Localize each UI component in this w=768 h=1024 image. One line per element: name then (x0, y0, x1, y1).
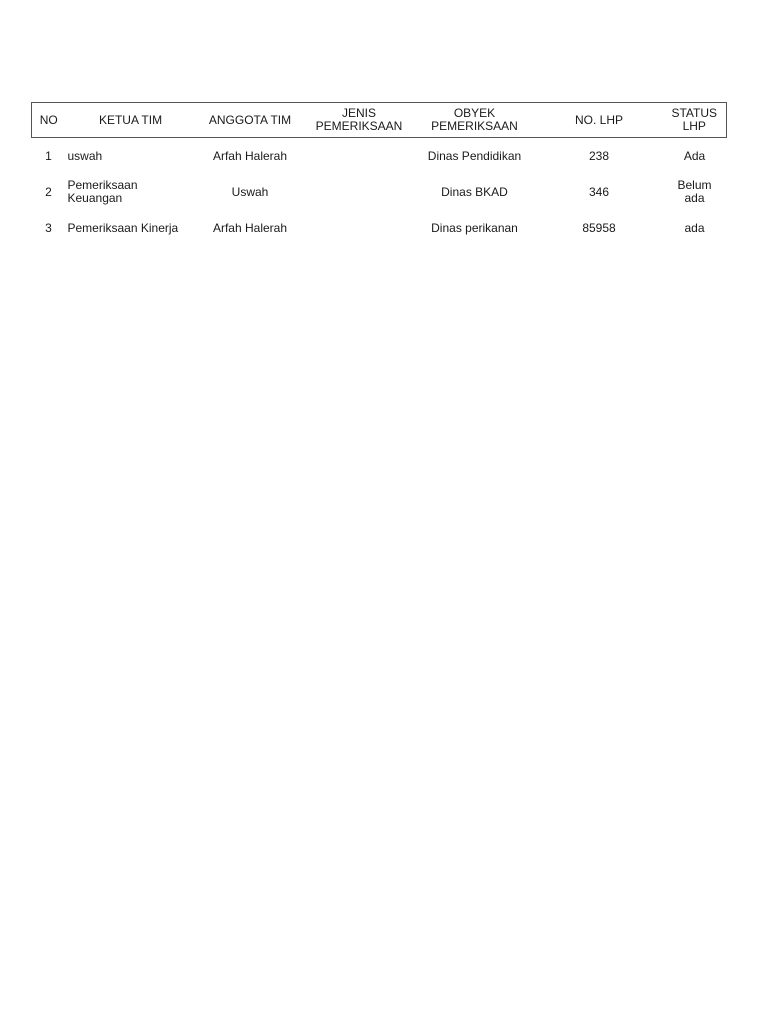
table-row (32, 138, 727, 175)
cell-ketua-tim: uswah (67, 148, 103, 163)
cell-ketua-tim: Pemeriksaan Keuangan (67, 178, 138, 205)
cell-ketua-tim: Pemeriksaan Kinerja (67, 220, 179, 235)
table-header-row (32, 103, 727, 138)
cell-anggota-tim: Arfah Halerah (212, 148, 288, 163)
header-anggota-tim: ANGGOTA TIM (196, 103, 305, 138)
header-ketua-tim: KETUA TIM (66, 103, 196, 138)
header-jenis-pemeriksaan: JENIS PEMERIKSAAN (305, 103, 414, 138)
cell-anggota-tim: Uswah (231, 184, 269, 199)
header-status-lhp: STATUS LHP (663, 103, 727, 138)
header-no: NO (32, 103, 66, 138)
cell-no: 3 (45, 220, 52, 235)
cell-status-lhp: Ada (683, 148, 706, 163)
cell-status-lhp: Belum ada (677, 178, 712, 205)
cell-no-lhp: 85958 (582, 220, 616, 235)
table-row (32, 210, 727, 246)
header-obyek-pemeriksaan: OBYEK PEMERIKSAAN (414, 103, 536, 138)
cell-obyek-pemeriksaan: Dinas Pendidikan (427, 148, 522, 163)
cell-jenis-pemeriksaan (305, 138, 414, 175)
cell-no-lhp: 346 (588, 184, 610, 199)
cell-status-lhp: ada (684, 220, 705, 235)
cell-no: 1 (45, 148, 52, 163)
cell-jenis-pemeriksaan (305, 174, 414, 210)
cell-jenis-pemeriksaan (305, 210, 414, 246)
table-row (32, 174, 727, 210)
cell-no-lhp: 238 (588, 148, 610, 163)
cell-no: 2 (45, 184, 52, 199)
cell-obyek-pemeriksaan: Dinas perikanan (431, 220, 518, 235)
header-no-lhp: NO. LHP (536, 103, 663, 138)
lhp-table (31, 102, 727, 246)
cell-obyek-pemeriksaan: Dinas BKAD (441, 184, 508, 199)
cell-anggota-tim: Arfah Halerah (212, 220, 288, 235)
